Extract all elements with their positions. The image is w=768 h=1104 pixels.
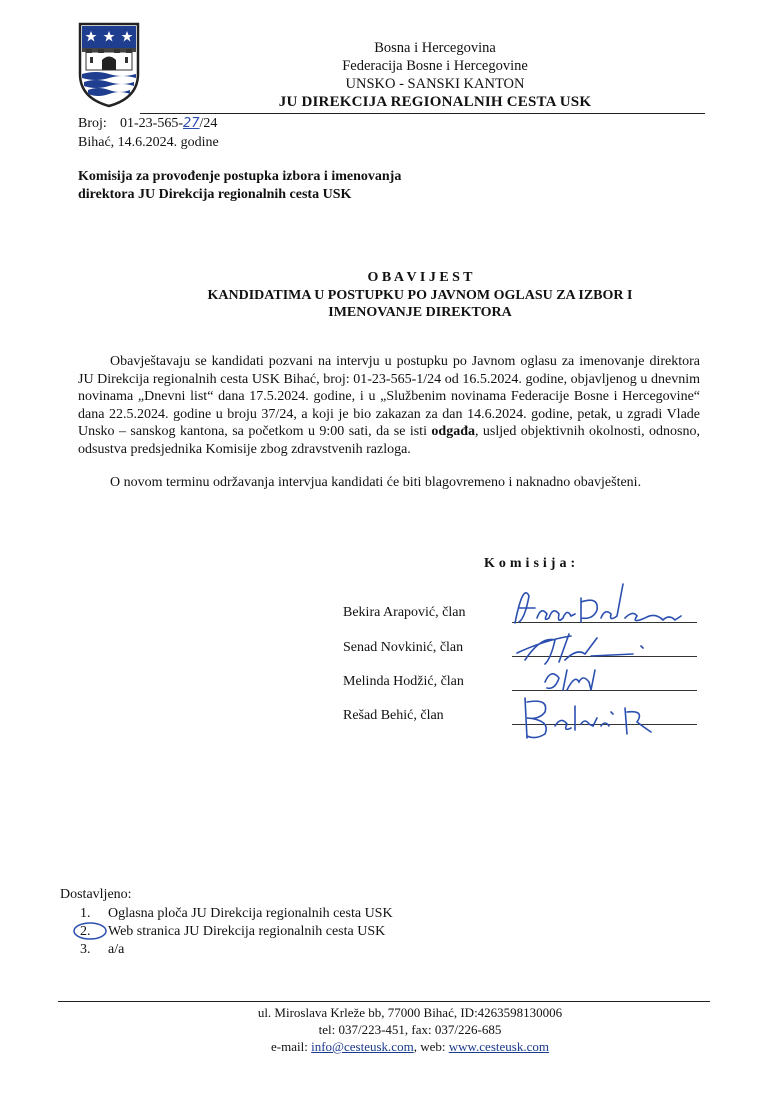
delivery-item-number: 2. xyxy=(80,924,91,939)
commission-line-2: direktora JU Direkcija regionalnih cesta USK xyxy=(78,187,352,202)
commission-line-1: Komisija za provođenje postupka izbora i imenovanja xyxy=(78,169,402,184)
reference-number-label: Broj: xyxy=(78,116,107,131)
header-country: Bosna i Hercegovina xyxy=(374,40,496,56)
body-p1-bold: odgađa xyxy=(431,424,475,439)
signature-heading: Komisija: xyxy=(484,556,580,571)
member-3: Melinda Hodžić, član xyxy=(343,674,464,689)
footer-phones: tel: 037/223-451, fax: 037/226-685 xyxy=(318,1022,502,1037)
notice-subtitle-2: IMENOVANJE DIREKTORA xyxy=(328,305,512,320)
delivery-item xyxy=(80,906,393,922)
delivery-item xyxy=(80,924,385,940)
notice-title: O B A V I J E S T xyxy=(367,270,473,285)
delivery-item xyxy=(80,942,124,958)
delivery-item-text: a/a xyxy=(108,942,125,957)
header-institution: JU DIREKCIJA REGIONALNIH CESTA USK xyxy=(278,94,592,110)
email-link[interactable]: info@cesteusk.com xyxy=(311,1039,414,1054)
delivery-item-text: Web stranica JU Direkcija regionalnih cesta USK xyxy=(108,924,386,939)
footer-contact xyxy=(160,1038,660,1055)
reference-number xyxy=(78,116,217,132)
delivery-item-number: 1. xyxy=(80,906,91,921)
body-p1-start: Obavještavaju se kandidati pozvani na intervju u postupku po Javnom oglasu za imenovanje direktora JU Direkcija regionalnih cesta USK Bihać, broj: 01-23-565-1/24 od 16.5.2024. godine, objavljenog u dnevnim novinama „Dnevni list“ dana 17.5.2024. godine, i u „Službenim novinama Federacije Bosne i Hercegovine“ dana 22.5.2024. godine u broju 37/24, a koji je bio zakazan za dan 14.6.2024. godine, petak, u zgradi Vlade Unsko – sanskog kantona, sa početkom u 9:00 sati, da se isti xyxy=(78,354,700,439)
reference-number-suffix: /24 xyxy=(199,116,218,131)
email-label: e-mail: xyxy=(271,1039,312,1054)
notice-subtitle-1: KANDIDATIMA U POSTUPKU PO JAVNOM OGLASU ZA IZBOR I xyxy=(207,288,633,303)
body-p2-text: O novom terminu održavanja intervjua kandidati će biti blagovremeno i naknadno obavješteni. xyxy=(110,475,642,490)
handwritten-signatures xyxy=(505,578,715,748)
member-2: Senad Novkinić, član xyxy=(343,640,464,655)
reference-number-prefix: 01-23-565- xyxy=(120,116,183,131)
header-federation: Federacija Bosne i Hercegovine xyxy=(342,58,528,74)
body-paragraph-2 xyxy=(78,474,700,492)
coat-of-arms-logo xyxy=(78,22,140,108)
delivery-item-number: 3. xyxy=(80,942,91,957)
body-paragraph-1 xyxy=(78,353,700,458)
handwritten-number: 27 xyxy=(183,116,200,131)
header-canton: UNSKO - SANSKI KANTON xyxy=(345,76,525,92)
header-divider xyxy=(140,113,705,114)
body-p1-end: , usljed objektivnih okolnosti, odnosno, odsustva predsjednika Komisije zbog zdravstvenih razloga. xyxy=(78,424,701,457)
web-label: , web: xyxy=(413,1039,449,1054)
place-date: Bihać, 14.6.2024. godine xyxy=(78,135,219,150)
delivered-label: Dostavljeno: xyxy=(60,887,132,902)
member-4: Rešad Behić, član xyxy=(343,708,444,723)
web-link[interactable]: www.cesteusk.com xyxy=(448,1039,549,1054)
handwritten-circle-mark xyxy=(71,920,109,942)
member-1: Bekira Arapović, član xyxy=(343,605,466,620)
delivery-item-text: Oglasna ploča JU Direkcija regionalnih cesta USK xyxy=(108,906,393,921)
footer-divider xyxy=(58,1001,710,1002)
footer-address: ul. Miroslava Krleže bb, 77000 Bihać, ID:4263598130006 xyxy=(257,1005,563,1020)
